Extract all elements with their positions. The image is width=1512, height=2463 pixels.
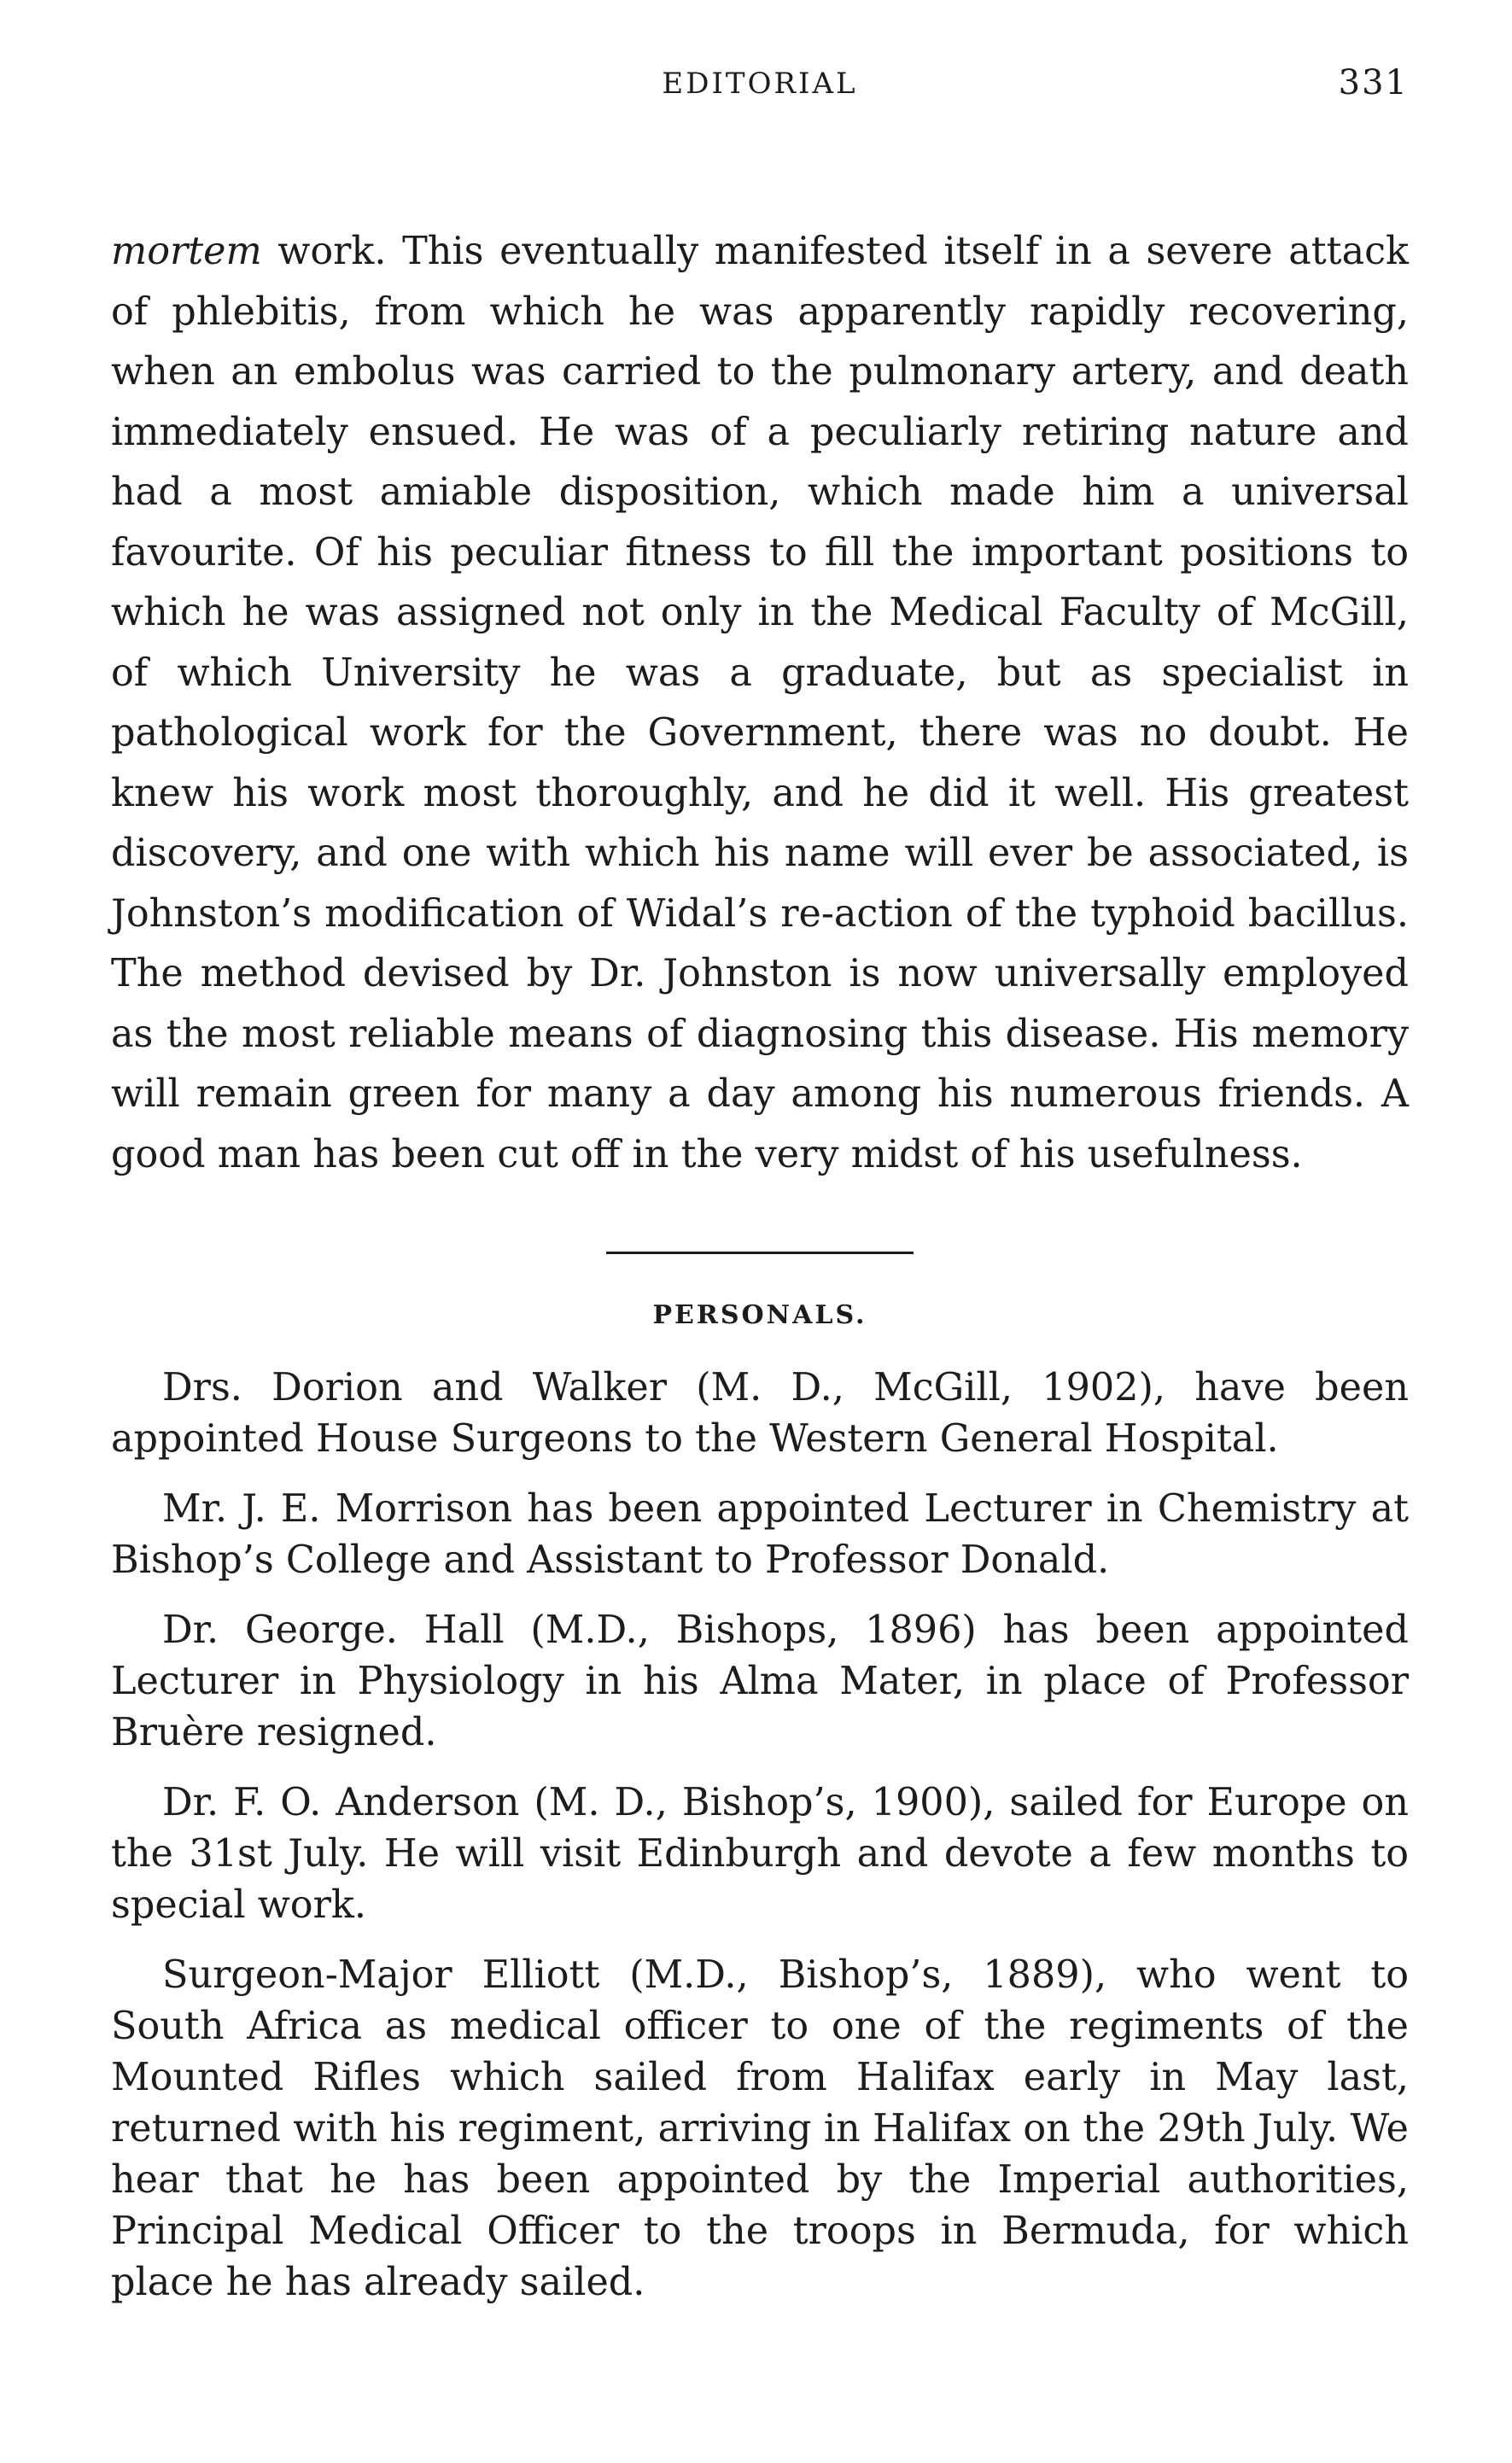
personals-heading: PERSONALS.: [652, 1300, 867, 1330]
personal-item: Surgeon-Major Elliott (M.D., Bishop’s, 1889), who went to South Africa as medical officer to one of the regiments of the Mounted Rifles which sailed from Halifax early in May last, returned with his regiment, arriving in Halifax on the 29th July. We hear that he has been appointed by the Imperial authorities, Principal Medical Officer to the troops in Bermuda, for which place he has already sailed.: [111, 1953, 1409, 2304]
editorial-body: work. This eventually manifested itself in a severe attack of phlebitis, from which he was apparently rapidly recovering, when an embolus was carried to the pulmonary artery, and death immediately ensued. He was of a peculiarly retiring nature and had a most amiable disposition, which made him a universal favourite. Of his peculiar fitness to fill the important positions to which he was assigned not only in the Medical Faculty of McGill, of which University he was a graduate, but as specialist in pathological work for the Government, there was no doubt. He knew his work most thoroughly, and he did it well. His greatest discovery, and one with which his name will ever be associated, is Johnston’s modification of Widal’s re-action of the typhoid bacillus. The method devised by Dr. Johnston is now universally employed as the most reliable means of diagnosing this disease. His memory will remain green for many a day among his numerous friends. A good man has been cut off in the very midst of his usefulness.: [111, 230, 1409, 1176]
section-divider: [606, 1252, 914, 1254]
book-page: [111, 60, 1409, 2327]
editorial-lead-italic: mortem: [111, 230, 262, 273]
personal-item: Drs. Dorion and Walker (M. D., McGill, 1902), have been appointed House Surgeons to the Western General Hospital.: [111, 1366, 1409, 1461]
editorial-paragraph: [111, 222, 1409, 1185]
running-title: EDITORIAL: [662, 67, 858, 101]
personal-item: Dr. George. Hall (M.D., Bishops, 1896) has been appointed Lecturer in Physiology in his Alma Mater, in place of Professor Bruère resigned.: [111, 1608, 1409, 1754]
page-number: 331: [1338, 63, 1409, 102]
personal-item: Dr. F. O. Anderson (M. D., Bishop’s, 1900), sailed for Europe on the 31st July. He will visit Edinburgh and devote a few months to special work.: [111, 1781, 1409, 1927]
running-head: [111, 60, 1409, 111]
personal-item: Mr. J. E. Morrison has been appointed Lecturer in Chemistry at Bishop’s College and Assistant to Professor Donald.: [111, 1487, 1409, 1582]
personals-list: [111, 1363, 1409, 2308]
